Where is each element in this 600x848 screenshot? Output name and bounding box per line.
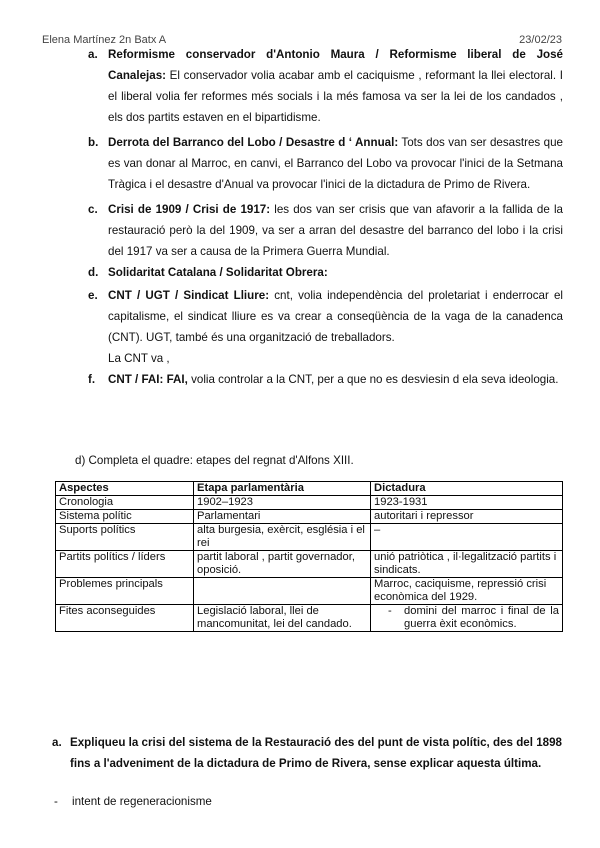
table-cell: Cronologia [56, 496, 194, 510]
table-cell: Sistema polític [56, 510, 194, 524]
table-row [56, 578, 563, 605]
item-title: Derrota del Barranco del Lobo / Desastre d ‘ Annual: [108, 136, 399, 149]
column-header: Dictadura [371, 482, 563, 496]
bullet-text: intent de regeneracionisme [72, 795, 212, 808]
table-cell: 1923-1931 [371, 496, 563, 510]
item-note: La CNT va , [108, 352, 170, 365]
table-cell: Fites aconseguides [56, 605, 194, 632]
column-header: Aspectes [56, 482, 194, 496]
achievements-list [374, 605, 559, 631]
question-letter: a. [52, 736, 62, 749]
table-header-row [56, 482, 563, 496]
item-text: les dos van ser crisis que van afavorir a la fallida de la restauració però la del 1909, va ser a arran del desastre del barranco del lobo i la crisi del 1917 va ser a causa de la Primera Guerra Mundial. [108, 203, 563, 258]
table-row [56, 496, 563, 510]
author-name: Elena Martínez 2n Batx A [42, 34, 167, 46]
table-row [56, 524, 563, 551]
table-row [56, 605, 563, 632]
item-title: Crisi de 1909 / Crisi de 1917: [108, 203, 271, 216]
list-item: - domini del marroc i final de la guerra èxit econòmics. [404, 605, 559, 631]
item-title: CNT / FAI: FAI, [108, 373, 188, 386]
table-cell: partit laboral , partit governador, oposició. [194, 551, 371, 578]
list-item [88, 132, 563, 195]
table-cell: unió patriòtica , il·legalització partits i sindicats. [371, 551, 563, 578]
item-letter: b. [88, 136, 99, 149]
item-text: Tots dos van ser desastres que es van donar al Marroc, en canvi, el Barranco del Lobo va provocar l'inici de la Setmana Tràgica i el desastre d'Anual va provocar l'inici de la dictadura de Primo de Rivera. [108, 136, 563, 191]
list-item [88, 262, 563, 283]
table-instruction: d) Completa el quadre: etapes del regnat d'Alfons XIII. [75, 454, 354, 467]
table-cell: alta burgesia, exèrcit, església i el rei [194, 524, 371, 551]
table-cell [371, 605, 563, 632]
table-cell [194, 578, 371, 605]
item-title: Reformisme conservador d'Antonio Maura / Reformisme liberal de José Canalejas: [108, 48, 563, 82]
table-cell: – [371, 524, 563, 551]
list-item [88, 199, 563, 262]
stages-table [55, 481, 563, 632]
item-text: volia controlar a la CNT, per a que no es desviesin d ela seva ideologia. [191, 373, 559, 386]
table-cell: Marroc, caciquisme, repressió crisi econòmica del 1929. [371, 578, 563, 605]
table-cell: Legislació laboral, llei de mancomunitat, lei del candado. [194, 605, 371, 632]
table-row [56, 510, 563, 524]
bullet-dash: - [54, 795, 58, 808]
list-item [88, 285, 563, 369]
item-title: CNT / UGT / Sindicat Lliure: [108, 289, 270, 302]
item-text: cnt, volia independència del proletariat i enderrocar el capitalisme, el sindicat lliure es va crear a conseqüència de la vaga de la canadenca (CNT). UGT, també és una organització de treballadors. [108, 289, 563, 344]
table-cell: Partits polítics / líders [56, 551, 194, 578]
answer-bullet [54, 795, 212, 808]
item-letter: a. [88, 48, 98, 61]
item-title: Solidaritat Catalana / Solidaritat Obrera: [108, 266, 328, 279]
item-letter: e. [88, 289, 98, 302]
document-date: 23/02/23 [519, 34, 562, 46]
question-block [52, 732, 562, 774]
list-item [88, 44, 563, 128]
comparison-list [88, 44, 563, 390]
list-item [88, 369, 563, 390]
table-cell: Parlamentari [194, 510, 371, 524]
table-cell: autoritari i repressor [371, 510, 563, 524]
question-text: Expliqueu la crisi del sistema de la Restauració des del punt de vista polític, des del 1898 fins a l'adveniment de la dictadura de Primo de Rivera, sense explicar aquesta última. [70, 736, 562, 770]
item-letter: c. [88, 203, 98, 216]
table-cell: Suports polítics [56, 524, 194, 551]
item-letter: f. [88, 373, 96, 386]
table-row [56, 551, 563, 578]
table-cell: 1902–1923 [194, 496, 371, 510]
item-text: El conservador volia acabar amb el caciquisme , reformant la llei electoral. I el liberal volia fer reformes més socials i la més famosa va ser la lei de los candados , els dos partits estaven en el bipartidisme. [108, 69, 563, 124]
table-cell: Problemes principals [56, 578, 194, 605]
column-header: Etapa parlamentària [194, 482, 371, 496]
item-letter: d. [88, 266, 99, 279]
